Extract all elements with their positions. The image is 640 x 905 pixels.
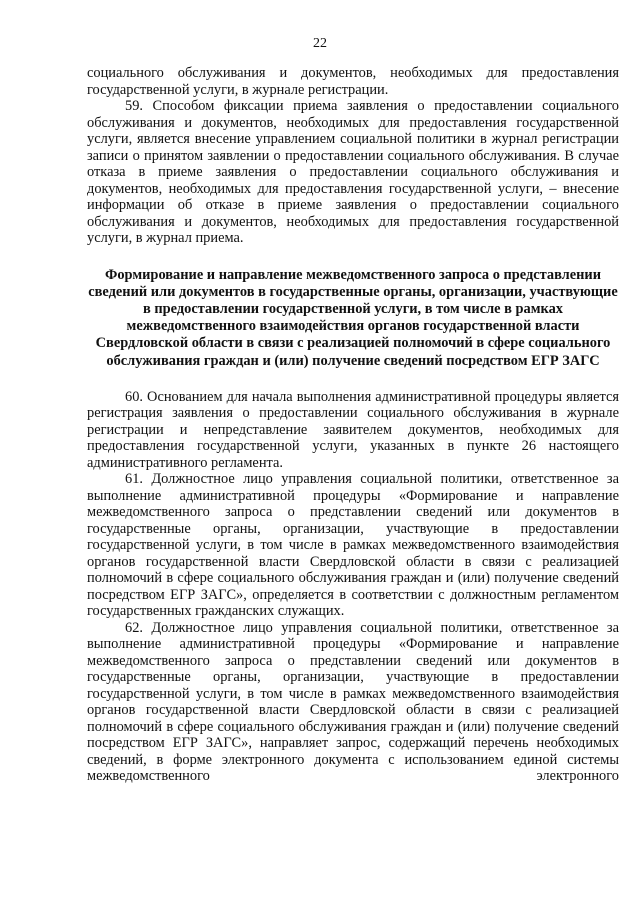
- paragraph-61: 61. Должностное лицо управления социальной политики, ответственное за выполнение административной процедуры «Формирование и направление межведомственного запроса о представлении сведений или документов в государственные органы, организации, участвующие в предоставлении государственной услуги, в том числе в рамках межведомственного взаимодействия органов государственной власти Свердловской области в связи с реализацией полномочий в сфере социального обслуживания граждан и (или) получение сведений посредством ЕГР ЗАГС», определяется в соответствии с должностным регламентом государственных гражданских служащих.: [87, 471, 619, 620]
- page-number: 22: [313, 36, 327, 51]
- section-heading: Формирование и направление межведомственного запроса о представлении сведений или документов в государственные органы, организации, участвующие в предоставлении государственной услуги, в том числе в рамках межведомственного взаимодействия органов государственной власти Свердловской области в связи с реализацией полномочий в сфере социального обслуживания граждан и (или) получение сведений посредством ЕГР ЗАГС: [88, 266, 618, 369]
- paragraph-continuation: социального обслуживания и документов, необходимых для предоставления государственной услуги, в журнале регистрации.: [87, 65, 619, 98]
- paragraph-59: 59. Способом фиксации приема заявления о предоставлении социального обслуживания и документов, необходимых для предоставления государственной услуги, является внесение управлением социальной политики в журнал регистрации записи о принятом заявлении о предоставлении социального обслуживания. В случае отказа в приеме заявления о предоставлении социального обслуживания и документов, необходимых для предоставления государственной услуги, – внесение информации об отказе в приеме заявления о предоставлении социального обслуживания и документов, необходимых для предоставления государственной услуги, в журнал приема.: [87, 98, 619, 246]
- paragraph-60: 60. Основанием для начала выполнения административной процедуры является регистрация заявления о предоставлении социального обслуживания в журнале регистрации и непредставление заявителем документов, необходимых для предоставления государственной услуги, указанных в пункте 26 настоящего административного регламента.: [87, 388, 619, 471]
- paragraph-62: 62. Должностное лицо управления социальной политики, ответственное за выполнение административной процедуры «Формирование и направление межведомственного запроса о представлении сведений или документов в государственные органы, организации, участвующие в предоставлении государственной услуги, в том числе в рамках межведомственного взаимодействия органов государственной власти Свердловской области в связи с реализацией полномочий в сфере социального обслуживания граждан и (или) получение сведений посредством ЕГР ЗАГС», направляет запрос, содержащий перечень необходимых сведений, в форме электронного документа с использованием единой системы межведомственного электронного: [87, 619, 619, 785]
- document-body: [87, 65, 619, 785]
